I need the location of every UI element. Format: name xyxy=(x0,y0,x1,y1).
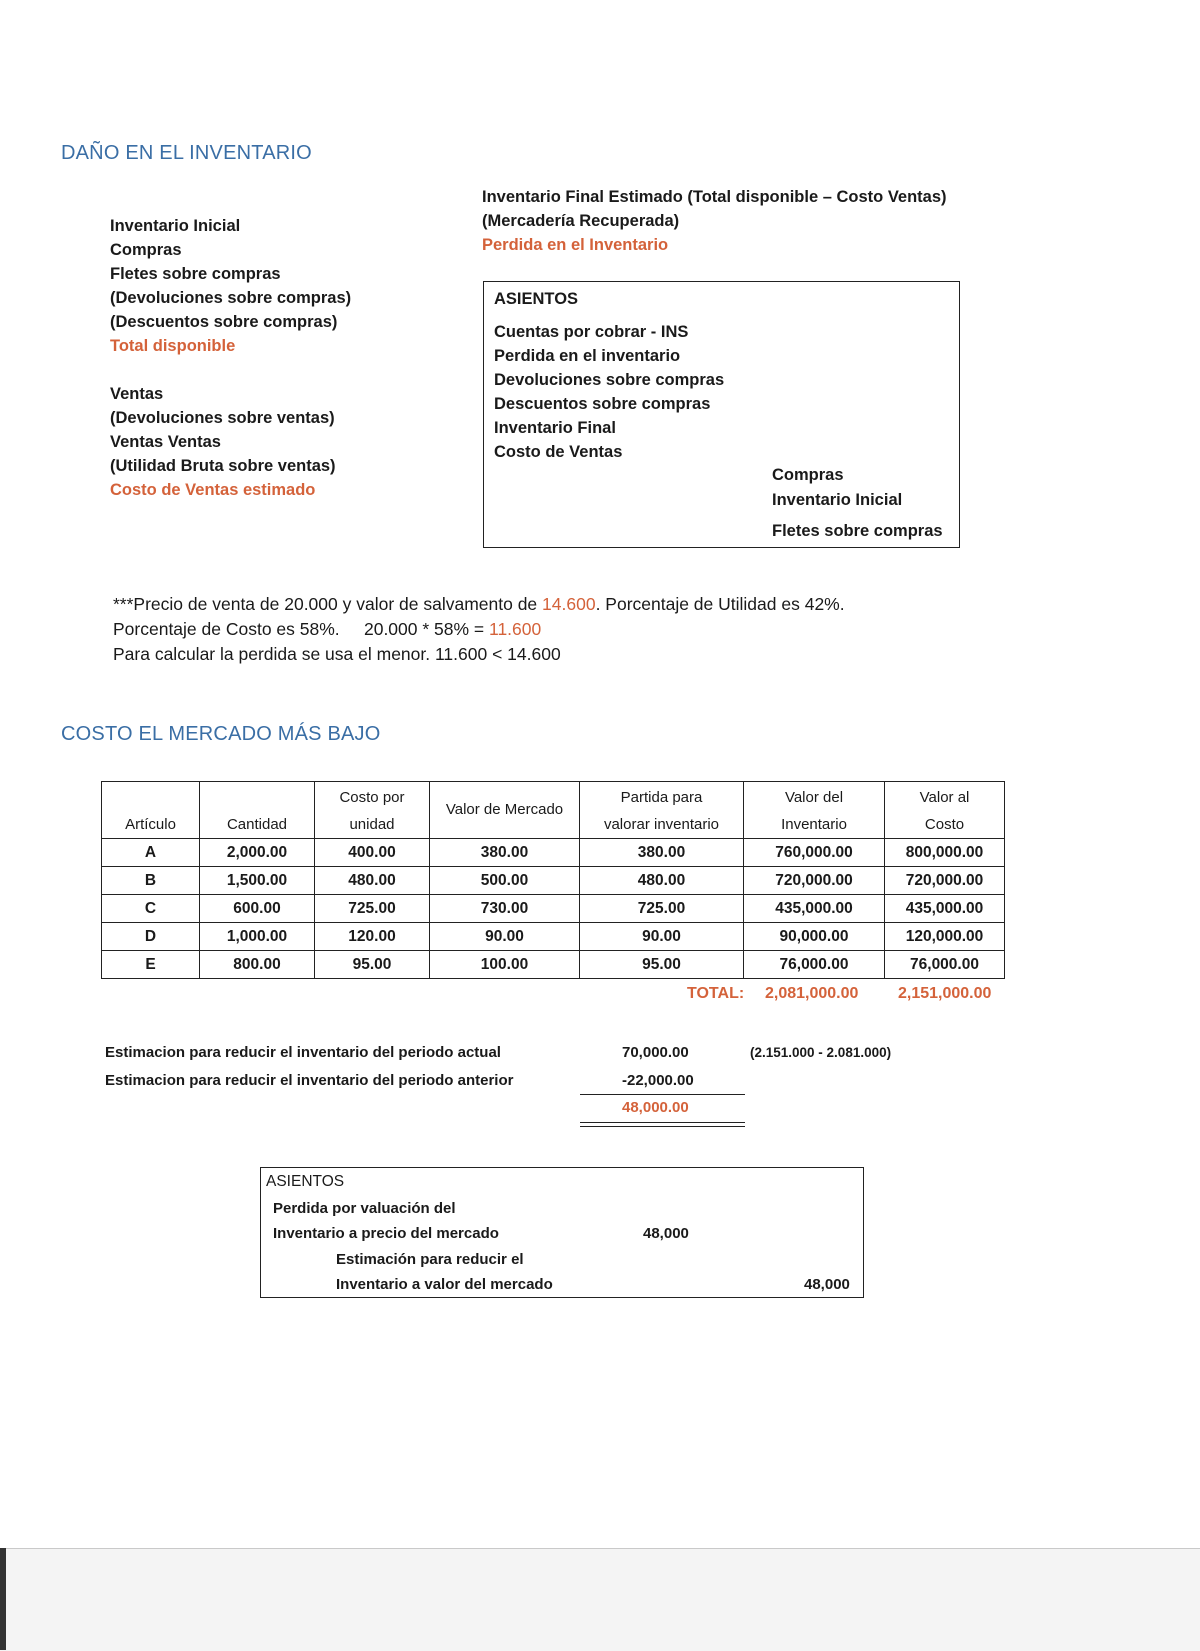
note-text: . Porcentaje de Utilidad es 42%. xyxy=(595,594,845,614)
col-label: Costo por xyxy=(339,789,405,806)
cell: 120.00 xyxy=(315,923,430,951)
dano-left2-line: Ventas Ventas xyxy=(110,433,221,451)
cell: C xyxy=(102,895,200,923)
asiento-line: Inventario a valor del mercado xyxy=(336,1276,553,1293)
cell: B xyxy=(102,867,200,895)
table-row xyxy=(102,867,1005,895)
cell: 725.00 xyxy=(580,895,744,923)
asientos-box-dano xyxy=(483,281,960,548)
est-actual-note: (2.151.000 - 2.081.000) xyxy=(750,1045,892,1060)
cell: 1,500.00 xyxy=(200,867,315,895)
col-label: unidad xyxy=(349,816,395,833)
asiento-debit-line: Perdida en el inventario xyxy=(494,347,681,365)
note-line-3: Para calcular la perdida se usa el menor. 11.600 < 14.600 xyxy=(113,644,561,664)
scan-edge xyxy=(0,1548,1200,1651)
total-inventario: 2,081,000.00 xyxy=(765,985,859,1002)
cell: 100.00 xyxy=(430,951,580,979)
table-row xyxy=(102,839,1005,867)
dano-left2-line: (Devoluciones sobre ventas) xyxy=(110,409,335,427)
note-line-1 xyxy=(113,592,845,617)
asientos-box-cmb xyxy=(260,1167,864,1298)
cell: 600.00 xyxy=(200,895,315,923)
cell: E xyxy=(102,951,200,979)
col-partida xyxy=(580,782,744,839)
cell: 120,000.00 xyxy=(885,923,1005,951)
dano-left-line: (Descuentos sobre compras) xyxy=(110,313,338,331)
total-label: TOTAL: xyxy=(687,985,745,1002)
asiento-debit-amount: 48,000 xyxy=(643,1225,689,1242)
section-title-cmb: COSTO EL MERCADO MÁS BAJO xyxy=(61,723,381,745)
double-rule-bottom xyxy=(580,1126,745,1127)
table-row xyxy=(102,951,1005,979)
col-label: Costo xyxy=(924,816,965,833)
dano-left-list-2 xyxy=(110,382,336,502)
cell: 95.00 xyxy=(580,951,744,979)
dano-right-list xyxy=(482,185,947,257)
cell: D xyxy=(102,923,200,951)
dano-right-line: (Mercadería Recuperada) xyxy=(482,212,680,230)
cell: 90,000.00 xyxy=(744,923,885,951)
cell: 1,000.00 xyxy=(200,923,315,951)
dano-left-line: Compras xyxy=(110,241,182,259)
asientos-title: ASIENTOS xyxy=(266,1173,345,1190)
dano-perdida-inventario: Perdida en el Inventario xyxy=(482,236,669,254)
cell: 380.00 xyxy=(580,839,744,867)
cell: 2,000.00 xyxy=(200,839,315,867)
cell: A xyxy=(102,839,200,867)
dano-left-line: Inventario Inicial xyxy=(110,217,241,235)
note-costo-value: 11.600 xyxy=(489,619,542,639)
asiento-credit-line: Compras xyxy=(772,466,844,484)
cell: 725.00 xyxy=(315,895,430,923)
cell: 90.00 xyxy=(430,923,580,951)
col-articulo: Artículo xyxy=(102,782,200,839)
col-label: Partida para xyxy=(620,789,703,806)
table-header-row xyxy=(102,782,1005,839)
dano-right-line: Inventario Final Estimado (Total disponible – Costo Ventas) xyxy=(482,188,947,206)
cell: 400.00 xyxy=(315,839,430,867)
col-costo-unidad xyxy=(315,782,430,839)
col-cantidad: Cantidad xyxy=(200,782,315,839)
dano-costo-ventas-estimado: Costo de Ventas estimado xyxy=(110,481,316,499)
asiento-debit-line: Cuentas por cobrar - INS xyxy=(494,323,689,341)
asiento-debit-line: Descuentos sobre compras xyxy=(494,395,711,413)
cell: 800.00 xyxy=(200,951,315,979)
note-line-2 xyxy=(113,617,845,642)
asiento-line: Inventario a precio del mercado xyxy=(273,1225,499,1242)
dano-left-line: (Devoluciones sobre compras) xyxy=(110,289,352,307)
cell: 435,000.00 xyxy=(885,895,1005,923)
asiento-credit-line: Inventario Inicial xyxy=(772,491,903,509)
cell: 380.00 xyxy=(430,839,580,867)
est-actual-value: 70,000.00 xyxy=(622,1044,689,1061)
est-result: 48,000.00 xyxy=(622,1099,689,1116)
note-text: ***Precio de venta de 20.000 y valor de salvamento de xyxy=(113,594,543,614)
cell: 76,000.00 xyxy=(885,951,1005,979)
asiento-credit-line: Fletes sobre compras xyxy=(772,522,943,540)
cell: 435,000.00 xyxy=(744,895,885,923)
asiento-debit-line: Costo de Ventas xyxy=(494,443,623,461)
total-row xyxy=(660,985,1000,1007)
asiento-credit-amount: 48,000 xyxy=(804,1276,850,1293)
est-actual-label: Estimacion para reducir el inventario del periodo actual xyxy=(105,1044,501,1061)
cell: 480.00 xyxy=(580,867,744,895)
cell: 76,000.00 xyxy=(744,951,885,979)
dano-left-list xyxy=(110,214,351,358)
asiento-line: Estimación para reducir el xyxy=(336,1251,524,1268)
col-valor-inventario xyxy=(744,782,885,839)
asiento-line: Perdida por valuación del xyxy=(273,1200,456,1217)
note-text: Porcentaje de Costo es 58%. 20.000 * 58% = xyxy=(113,619,490,639)
col-valor-costo xyxy=(885,782,1005,839)
col-label: Inventario xyxy=(781,816,847,833)
cmb-table xyxy=(101,781,1005,979)
cell: 500.00 xyxy=(430,867,580,895)
dano-left2-line: Ventas xyxy=(110,385,164,403)
cell: 720,000.00 xyxy=(744,867,885,895)
total-costo: 2,151,000.00 xyxy=(898,985,992,1002)
asiento-debit-line: Devoluciones sobre compras xyxy=(494,371,725,389)
note-salvamento-value: 14.600 xyxy=(542,594,596,614)
dano-note xyxy=(113,592,845,667)
double-rule-top xyxy=(580,1122,745,1123)
dano-left2-line: (Utilidad Bruta sobre ventas) xyxy=(110,457,336,475)
sum-rule xyxy=(580,1094,745,1095)
cell: 480.00 xyxy=(315,867,430,895)
dano-left-line: Fletes sobre compras xyxy=(110,265,281,283)
col-valor-mercado: Valor de Mercado xyxy=(430,782,580,839)
col-label: Valor al xyxy=(919,789,970,806)
cell: 800,000.00 xyxy=(885,839,1005,867)
est-anterior-value: -22,000.00 xyxy=(622,1072,694,1089)
scan-edge-bar xyxy=(0,1548,6,1650)
asientos-debits xyxy=(494,320,724,464)
asientos-title: ASIENTOS xyxy=(494,290,579,308)
table-row xyxy=(102,895,1005,923)
cell: 95.00 xyxy=(315,951,430,979)
cell: 720,000.00 xyxy=(885,867,1005,895)
col-label: valorar inventario xyxy=(603,816,720,833)
dano-total-disponible: Total disponible xyxy=(110,337,236,355)
section-title-dano: DAÑO EN EL INVENTARIO xyxy=(61,142,312,164)
asiento-debit-line: Inventario Final xyxy=(494,419,616,437)
cell: 90.00 xyxy=(580,923,744,951)
table-row xyxy=(102,923,1005,951)
cell: 730.00 xyxy=(430,895,580,923)
cell: 760,000.00 xyxy=(744,839,885,867)
col-label: Valor del xyxy=(784,789,844,806)
est-anterior-label: Estimacion para reducir el inventario del periodo anterior xyxy=(105,1072,514,1089)
